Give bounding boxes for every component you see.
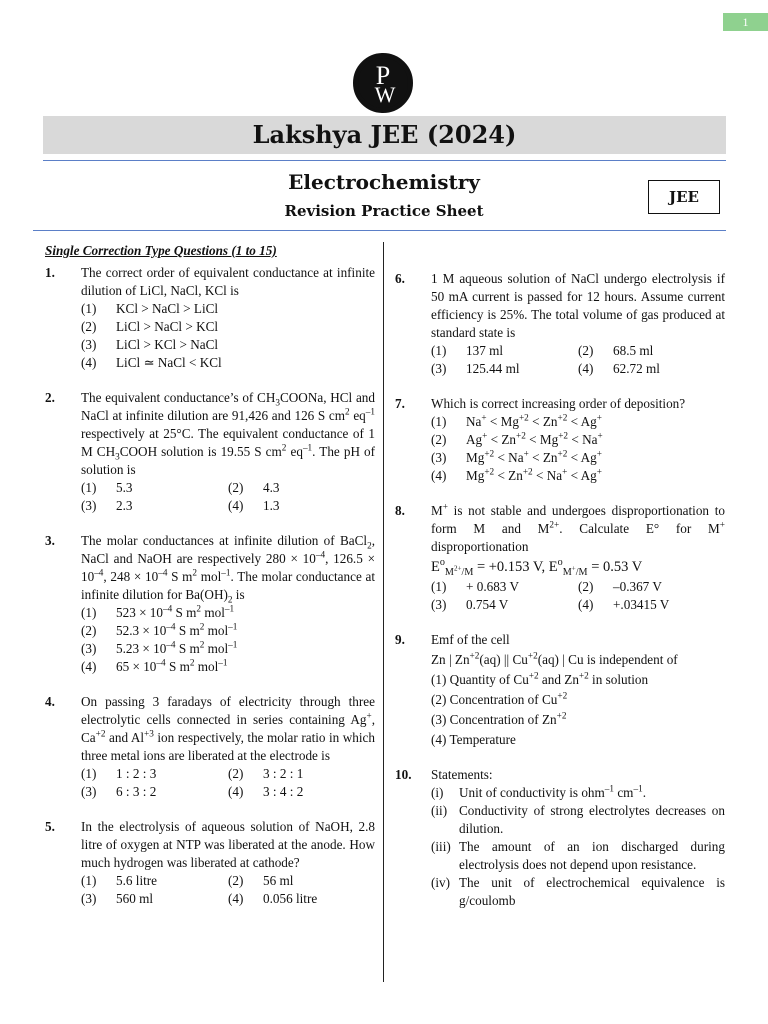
question-number: 10. xyxy=(395,767,412,782)
option: (1) $Na^+ < Mg^{+2} < Zn^{+2} < Ag^+$ xyxy=(431,412,602,429)
option: (3) $5.23 \times 10^{-4}$ S $m^2$ mol$^{-1}$ xyxy=(81,639,238,656)
question-2 xyxy=(45,389,375,515)
subject-title: Electrochemistry xyxy=(288,170,480,194)
option: (2) $52.3 \times 10^{-4}$ S $m^2$ mol$^{-1}$ xyxy=(81,621,238,638)
exam-badge: JEE xyxy=(648,180,720,214)
question-5 xyxy=(45,818,375,908)
statement: (i) Unit of conductivity is ohm$^{-1}$ $cm^{-1}$. xyxy=(431,783,646,800)
option: (1) $523 \times 10^{-4}$ S $m^2$ mol$^{-1}$ xyxy=(81,603,235,620)
pw-logo-icon xyxy=(355,55,411,111)
option: (2) $Ag^+ < Zn^{+2} < Mg^{+2} < Na^+$ xyxy=(431,430,603,447)
option-row: (3) 2.3 (4) 1.3 xyxy=(81,498,280,513)
question-number: 7. xyxy=(395,396,405,411)
question-7 xyxy=(395,395,725,485)
question-9 xyxy=(395,631,725,749)
option: (4) Temperature xyxy=(431,732,516,747)
question-text: Statements: xyxy=(431,767,493,782)
left-column xyxy=(45,242,375,908)
question-number: 3. xyxy=(45,533,55,548)
question-3 xyxy=(45,532,375,676)
question-text: 1 M aqueous solution of NaCl undergo electrolysis if 50 mA current is passed for 12 hours. Assume current efficiency is 25%. The total volume of gas produced at standard state is xyxy=(431,271,725,340)
question-6 xyxy=(395,270,725,378)
svg-text:P: P xyxy=(375,61,391,90)
right-column xyxy=(395,270,725,910)
option: (1) Quantity of $Cu^{+2}$ and $Zn^{+2}$ in solution xyxy=(431,670,649,687)
option-row: (1) + 0.683 V (2) –0.367 V xyxy=(431,579,662,594)
option: (1) KCl > NaCl > LiCl xyxy=(81,301,219,316)
option-row: (1) 1 : 2 : 3 (2) 3 : 2 : 1 xyxy=(81,766,304,781)
option: (3) $Mg^{+2} < Na^+ < Zn^{+2} < Ag^+$ xyxy=(431,448,602,465)
statement: (ii) Conductivity of strong electrolytes decreases on dilution. xyxy=(431,803,725,836)
question-10 xyxy=(395,766,725,910)
question-number: 2. xyxy=(45,390,55,405)
question-number: 8. xyxy=(395,503,405,518)
option: (2) LiCl > NaCl > KCl xyxy=(81,319,219,334)
option-row: (1) 137 ml (2) 68.5 ml xyxy=(431,343,654,358)
sheet-subtitle: Revision Practice Sheet xyxy=(284,202,484,220)
question-number: 6. xyxy=(395,271,405,286)
question-number: 1. xyxy=(45,265,55,280)
option: (4) $Mg^{+2} < Zn^{+2} < Na^+ < Ag^+$ xyxy=(431,466,602,483)
question-text: Emf of the cell xyxy=(431,632,510,647)
statement: (iii) The amount of an ion discharged during electrolysis does not depend upon resistance. xyxy=(431,839,725,872)
cell-notation: Zn | $Zn^{+2}(aq)$ || $Cu^{+2}(aq)$ | Cu is independent of xyxy=(431,650,678,667)
option: (2) Concentration of $Cu^{+2}$ xyxy=(431,690,568,707)
pw-logo xyxy=(353,53,413,113)
question-number: 4. xyxy=(45,694,55,709)
option: (4) $65 \times 10^{-4}$ S $m^2$ mol$^{-1}$ xyxy=(81,657,228,674)
equation: $E^o_{M^{2+}/M} = +0.153$ V, $E^o_{M^+/M} = 0.53$ V xyxy=(431,557,643,578)
column-divider xyxy=(383,242,384,982)
statement: (iv) The unit of electrochemical equivalence is g/coulomb xyxy=(431,875,725,908)
question-number: 5. xyxy=(45,819,55,834)
option-row: (3) 560 ml (4) 0.056 litre xyxy=(81,891,318,906)
question-text: The equivalent conductance’s of $CH_3COONa$, HCl and NaCl at infinite dilution are 91,426 and 126 S $cm^2$ $eq^{-1}$ respectively at 25°C. The equivalent conductance of 1 M $CH_3COOH$ solution is 19.55 S $cm^2$ $eq^{-1}$. The pH of solution is xyxy=(81,390,376,477)
option: (4) LiCl ≃ NaCl < KCl xyxy=(81,355,222,370)
page-title: Lakshya JEE (2024) xyxy=(43,116,726,154)
subheader-rule xyxy=(33,230,726,231)
option: (3) Concentration of $Zn^{+2}$ xyxy=(431,710,567,727)
question-text: On passing 3 faradays of electricity through three electrolytic cells connected in series containing Ag+, $Ca^{+2}$ and $Al^{+3}$ ion respectively, the molar ratio in which three metal ions are liberated at the electrode is xyxy=(81,694,376,763)
page-number: 1 xyxy=(723,13,768,31)
question-number: 9. xyxy=(395,632,405,647)
option-row: (1) 5.6 litre (2) 56 ml xyxy=(81,873,294,888)
option-row: (3) 0.754 V (4) +.03415 V xyxy=(431,597,670,612)
question-text: The correct order of equivalent conductance at infinite dilution of LiCl, NaCl, KCl is xyxy=(81,265,375,298)
option-row: (1) 5.3 (2) 4.3 xyxy=(81,480,280,495)
question-4 xyxy=(45,693,375,801)
question-text: The molar conductances at infinite dilution of BaCl$_2$, NaCl and NaOH are respectively $280 \times 10^{-4}$, $126.5 \times 10^{-4}$, $248 \times 10^{-4}$ S $m^2$ mol$^{-1}$. The molar conductance at infinite dilution for $Ba(OH)_2$ is xyxy=(81,533,376,605)
question-text: In the electrolysis of aqueous solution of NaOH, 2.8 litre of oxygen at NTP was liberated at the anode. How much hydrogen was liberated at cathode? xyxy=(81,819,375,870)
option-row: (3) 6 : 3 : 2 (4) 3 : 4 : 2 xyxy=(81,784,304,799)
option: (3) LiCl > KCl > NaCl xyxy=(81,337,219,352)
option-row: (3) 125.44 ml (4) 62.72 ml xyxy=(431,361,660,376)
header-rule xyxy=(43,160,726,161)
question-text: Which is correct increasing order of deposition? xyxy=(431,396,686,411)
question-8 xyxy=(395,502,725,614)
svg-text:W: W xyxy=(374,82,396,107)
section-title: Single Correction Type Questions (1 to 15) xyxy=(45,243,277,258)
question-text: M+ is not stable and undergoes disproportionation to form M and $M^{2+}$. Calculate E° for M+ disproportionation xyxy=(431,501,725,554)
question-1 xyxy=(45,264,375,372)
